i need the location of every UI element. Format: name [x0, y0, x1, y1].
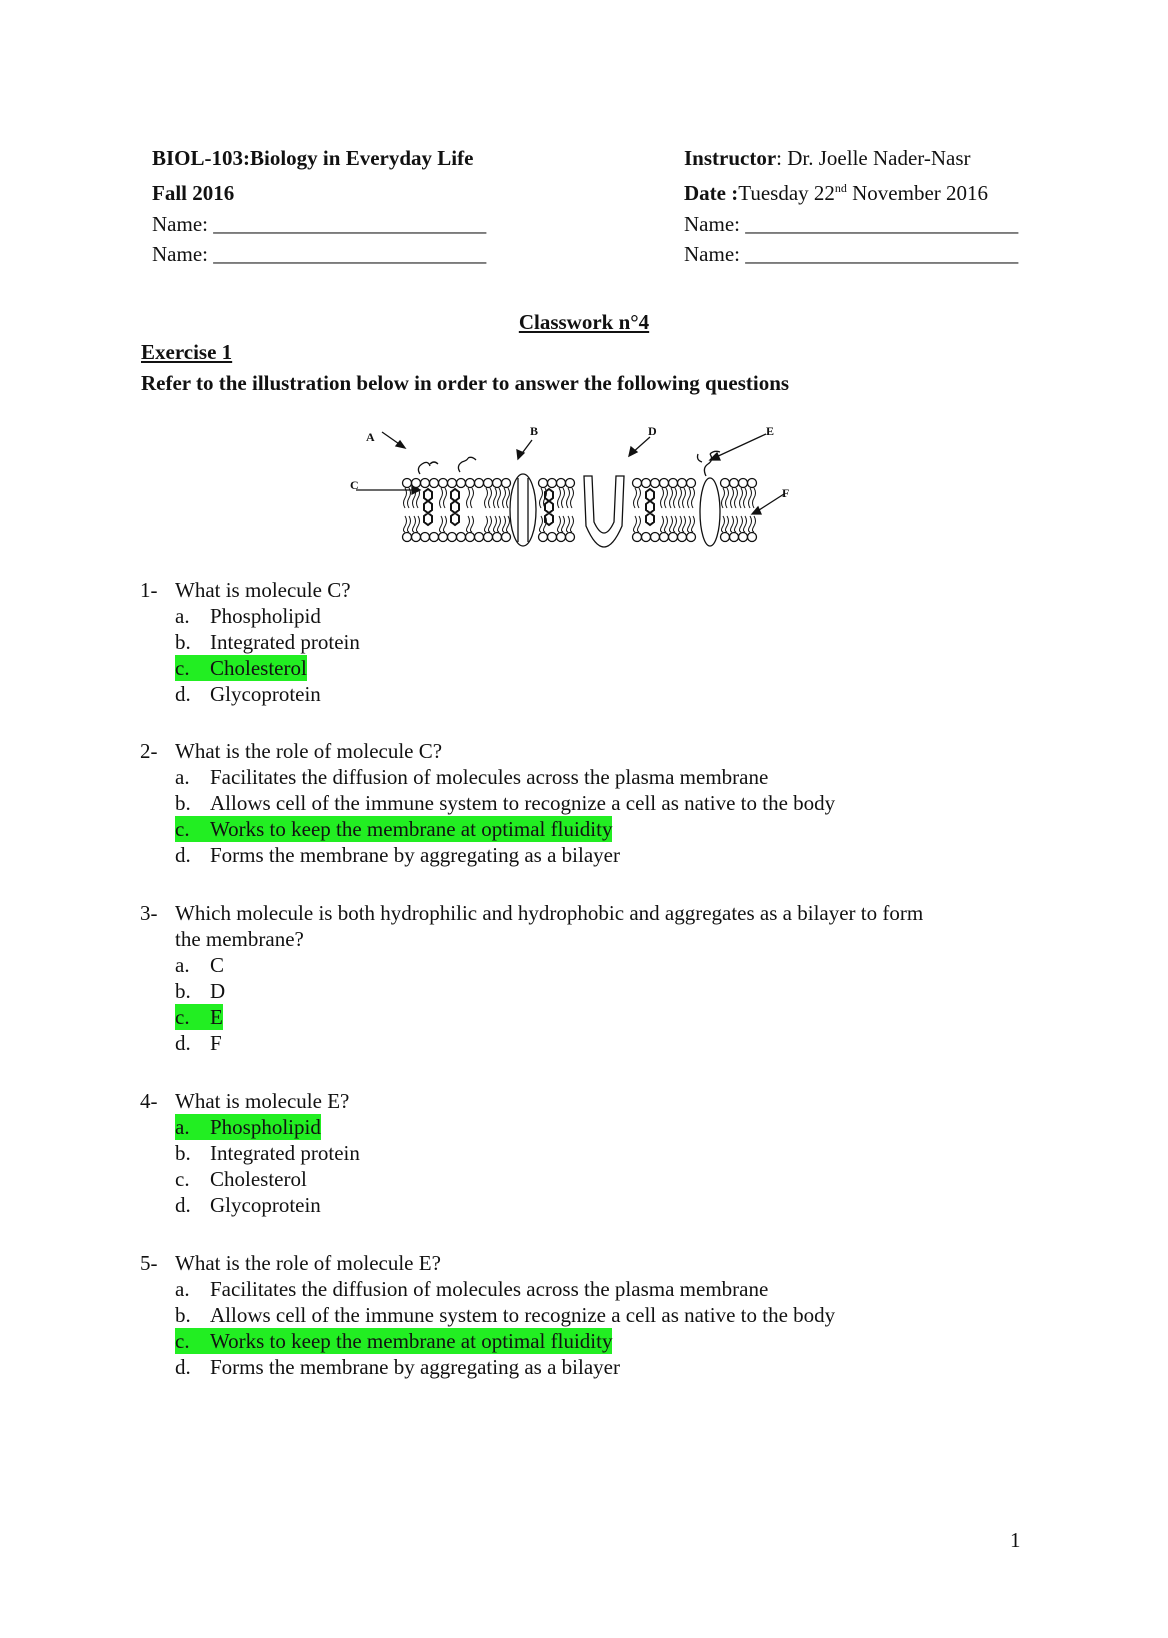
question-number: 4- [140, 1089, 158, 1113]
question-number: 3- [140, 901, 158, 925]
option-a: a. C [175, 953, 225, 977]
question-text: What is molecule C? [175, 578, 351, 602]
option-c-highlighted: c. E [175, 1005, 223, 1029]
name-line-3 [684, 212, 1018, 236]
option-c-highlighted: c. Works to keep the membrane at optimal fluidity [175, 1329, 613, 1353]
option-b: b. Allows cell of the immune system to recognize a cell as native to the body [175, 791, 836, 815]
option-a: a. Facilitates the diffusion of molecules across the plasma membrane [175, 1277, 769, 1301]
glycoprotein-e [700, 478, 720, 546]
date-suffix: nd [834, 181, 847, 195]
option-b: b. Allows cell of the immune system to recognize a cell as native to the body [175, 1303, 836, 1327]
option-a-highlighted: a. Phospholipid [175, 1115, 321, 1139]
arrow-f [756, 494, 784, 512]
date-line [684, 181, 988, 205]
instructor-line [684, 146, 971, 170]
name-line-2 [152, 242, 486, 266]
question-text-continued: the membrane? [175, 927, 304, 951]
option-d: d. F [175, 1031, 222, 1055]
instructor-label: Instructor [684, 146, 777, 170]
name-blank: __________________________ [213, 212, 487, 236]
exercise-heading: Exercise 1 [141, 340, 233, 364]
question-text: What is the role of molecule C? [175, 739, 443, 763]
protein-d [584, 476, 624, 547]
option-d: d. Forms the membrane by aggregating as a bilayer [175, 1355, 620, 1379]
date-label: Date : [684, 181, 739, 205]
course-title: BIOL-103:Biology in Everyday Life [152, 146, 474, 170]
name-label: Name: [684, 212, 746, 236]
carbohydrate-a [418, 462, 438, 474]
option-b: b. Integrated protein [175, 630, 360, 654]
name-blank: __________________________ [213, 242, 487, 266]
option-a: a. Facilitates the diffusion of molecules across the plasma membrane [175, 765, 769, 789]
option-c-highlighted: c. Works to keep the membrane at optimal fluidity [175, 817, 613, 841]
name-blank: __________________________ [745, 212, 1019, 236]
diagram-label-f: F [782, 485, 790, 500]
membrane-diagram [350, 423, 840, 572]
diagram-label-b: B [530, 423, 539, 438]
option-b: b. Integrated protein [175, 1141, 360, 1165]
option-a: a. Phospholipid [175, 604, 321, 628]
instructor-name: : Dr. Joelle Nader-Nasr [776, 146, 971, 170]
page-title: Classwork n°4 [518, 310, 650, 334]
name-label: Name: [152, 212, 214, 236]
option-b: b. D [175, 979, 226, 1003]
question-text: Which molecule is both hydrophilic and hydrophobic and aggregates as a bilayer to form [175, 901, 924, 925]
name-label: Name: [152, 242, 214, 266]
question-number: 5- [140, 1251, 158, 1275]
question-text: What is the role of molecule E? [175, 1251, 441, 1275]
name-line-1 [152, 212, 486, 236]
option-d: d. Glycoprotein [175, 1193, 321, 1217]
option-d: d. Forms the membrane by aggregating as a bilayer [175, 843, 620, 867]
option-c-highlighted: c. Cholesterol [175, 656, 307, 680]
option-d: d. Glycoprotein [175, 682, 321, 706]
date-day: Tuesday 22 [738, 181, 835, 205]
carbohydrate-2 [458, 457, 476, 472]
page-number: 1 [1010, 1528, 1021, 1552]
diagram-label-c: C [350, 477, 359, 492]
diagram-label-d: D [648, 423, 657, 438]
name-line-4 [684, 242, 1018, 266]
exercise-instruction: Refer to the illustration below in order to answer the following questions [141, 371, 790, 395]
protein-b [510, 474, 536, 546]
arrow-e [714, 434, 766, 458]
diagram-label-e: E [766, 423, 775, 438]
term: Fall 2016 [152, 181, 235, 205]
diagram-label-a: A [366, 429, 375, 444]
name-label: Name: [684, 242, 746, 266]
cholesterol-rings [424, 489, 654, 525]
option-c: c. Cholesterol [175, 1167, 307, 1191]
date-rest: November 2016 [846, 181, 989, 205]
lipid-tails [404, 488, 756, 532]
question-number: 2- [140, 739, 158, 763]
name-blank: __________________________ [745, 242, 1019, 266]
question-text: What is molecule E? [175, 1089, 350, 1113]
question-number: 1- [140, 578, 158, 602]
